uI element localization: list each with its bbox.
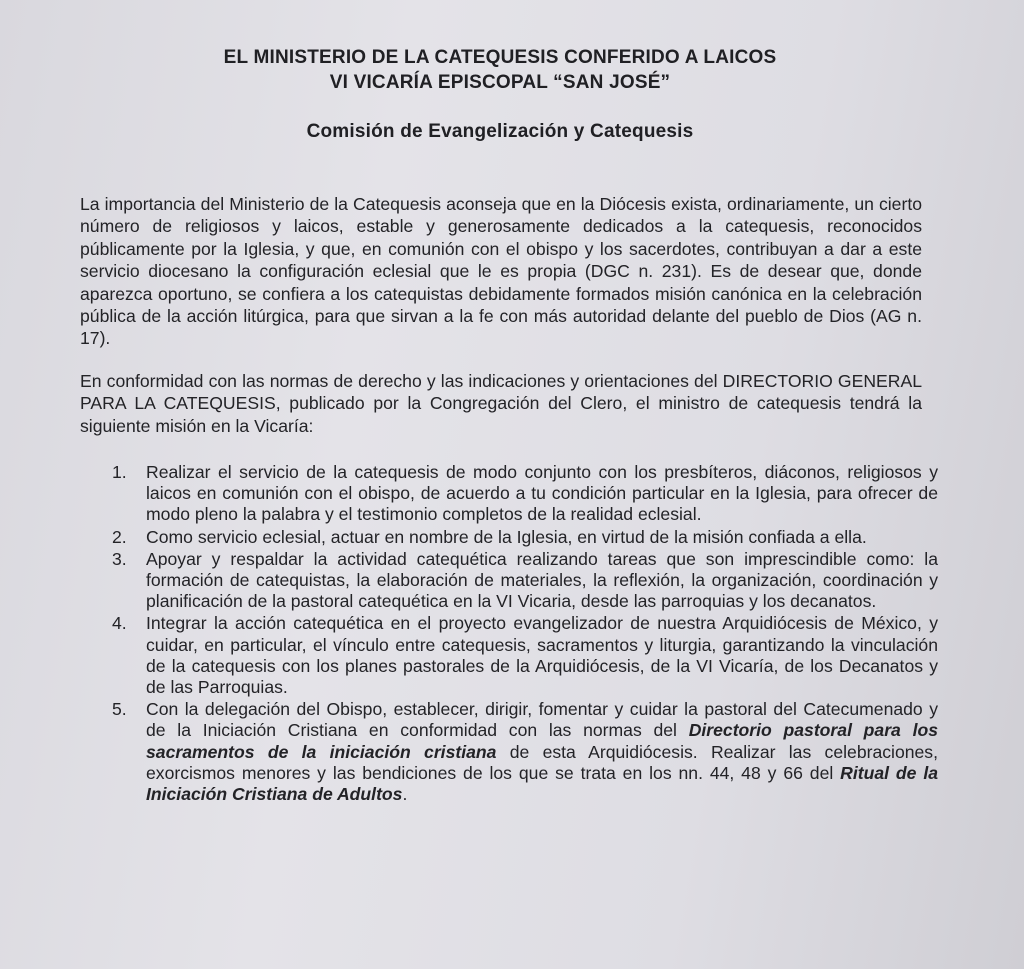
document-title-line-2: VI VICARÍA EPISCOPAL “SAN JOSÉ”	[329, 72, 671, 93]
list-item	[80, 527, 938, 548]
directorio-title: Directorio pastoral para los sacramentos de la iniciación cristiana	[146, 720, 938, 762]
mission-intro-paragraph: En conformidad con las normas de derecho y las indicaciones y orientaciones del DIRECTORIO GENERAL PARA LA CATEQUESIS, publicado por la Congregación del Clero, el ministro de catequesis tendrá la siguiente misión en la Vicaría:	[80, 371, 922, 436]
document-subtitle: Comisión de Evangelización y Catequesis	[306, 121, 694, 142]
list-item-text: Integrar la acción catequética en el proyecto evangelizador de nuestra Arquidiócesis de México, y cuidar, en particular, el vínculo entre catequesis, sacramentos y liturgia, garantizando la vinculación de la catequesis con los planes pastorales de la Arquidiócesis, de la VI Vicaría, de los Decanatos y de las Parroquias.	[146, 613, 938, 698]
list-item	[80, 613, 938, 698]
intro-paragraph: La importancia del Ministerio de la Catequesis aconseja que en la Diócesis exista, ordinariamente, un cierto número de religiosos y laicos, estable y generosamente dedicados a la catequesis, reconocidos públicamente por la Iglesia, y que, en comunión con el obispo y los sacerdotes, contribuyan a dar a este servicio diocesano la configuración eclesial que le es propia (DGC n. 231). Es de desear que, donde aparezca oportuno, se confiera a los catequistas debidamente formados misión canónica en la celebración pública de la acción litúrgica, para que sirvan a la fe con más autoridad delante del pueblo de Dios (AG n. 17).	[80, 194, 922, 349]
list-item-number: 3.	[112, 548, 127, 569]
list-item-number: 2.	[112, 526, 127, 547]
list-item-text-e: .	[402, 784, 408, 805]
list-item-number: 5.	[112, 699, 127, 720]
document-title-line-1: EL MINISTERIO DE LA CATEQUESIS CONFERIDO A LAICOS	[223, 47, 777, 68]
list-item-text-a: Con la delegación del Obispo, establecer, dirigir, fomentar y cuidar la pastoral del Catecumenado y de la Iniciación Cristiana en conformidad con las normas del	[146, 699, 938, 741]
list-item-number: 4.	[112, 613, 127, 634]
list-item	[80, 462, 938, 526]
list-item-text-c: de esta Arquidiócesis. Realizar las celebraciones, exorcismos menores y las bendiciones de los que se trata en los nn. 44, 48 y 66 del	[146, 741, 938, 783]
list-item-text: Como servicio eclesial, actuar en nombre de la Iglesia, en virtud de la misión confiada a ella.	[146, 526, 867, 547]
ritual-title: Ritual de la Iniciación Cristiana de Adultos	[146, 762, 939, 805]
list-item-text: Apoyar y respaldar la actividad catequética realizando tareas que son imprescindible como: la formación de catequistas, la elaboración de materiales, la reflexión, la organización, coordinación y planificación de la pastoral catequética en la VI Vicaria, desde las parroquias y los decanatos.	[146, 548, 938, 612]
list-item-text: Realizar el servicio de la catequesis de modo conjunto con los presbíteros, diáconos, religiosos y laicos en comunión con el obispo, de acuerdo a tu condición particular en la Iglesia, para ofrecer de modo pleno la palabra y el testimonio completos de la realidad eclesial.	[146, 462, 938, 525]
list-item	[80, 549, 938, 613]
list-item-number: 1.	[112, 462, 127, 482]
mission-list	[80, 462, 938, 806]
list-item	[80, 699, 938, 805]
